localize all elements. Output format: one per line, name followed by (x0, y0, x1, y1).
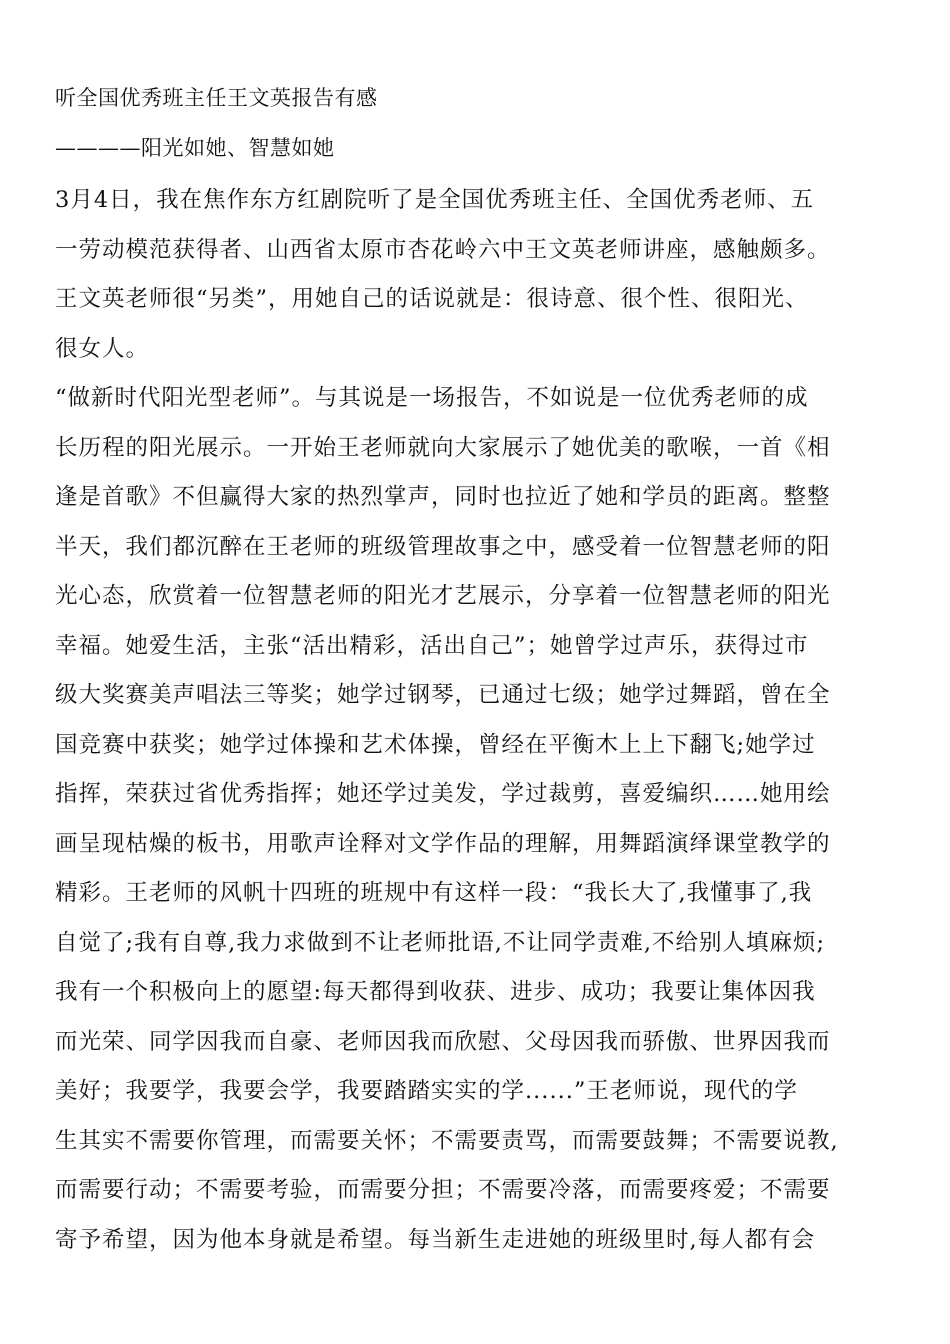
body-line: 长历程的阳光展示。一开始王老师就向大家展示了她优美的歌喉，一首《相 (55, 434, 831, 461)
body-line: 一劳动模范获得者、山西省太原市杏花岭六中王文英老师讲座，感触颇多。 (55, 236, 831, 263)
body-line: 级大奖赛美声唱法三等奖；她学过钢琴，已通过七级；她学过舞蹈，曾在全 (55, 682, 831, 708)
body-line: 光心态，欣赏着一位智慧老师的阳光才艺展示，分享着一位智慧老师的阳光 (55, 583, 831, 609)
body-line: 很女人。 (55, 335, 150, 362)
body-line: 精彩。王老师的风帆十四班的班规中有这样一段：“我长大了,我懂事了,我 (55, 880, 813, 906)
body-line: 画呈现枯燥的板书，用歌声诠释对文学作品的理解，用舞蹈演绎课堂教学的 (55, 830, 831, 857)
body-line: 幸福。她爱生活，主张“活出精彩，活出自己”；她曾学过声乐，获得过市 (55, 632, 809, 659)
document-title: 听全国优秀班主任王文英报告有感 (55, 86, 378, 110)
body-line: 而需要行动；不需要考验，而需要分担；不需要冷落，而需要疼爱；不需要 (55, 1177, 831, 1203)
body-line: 寄予希望，因为他本身就是希望。每当新生走进她的班级里时,每人都有会 (55, 1226, 816, 1253)
body-line: 自觉了;我有自尊,我力求做到不让老师批语,不让同学责难,不给别人填麻烦; (55, 929, 826, 956)
body-line: 3月4日，我在焦作东方红剧院听了是全国优秀班主任、全国优秀老师、五 (55, 187, 815, 213)
body-line: 我有一个积极向上的愿望:每天都得到收获、进步、成功；我要让集体因我 (55, 979, 816, 1005)
body-line: 指挥，荣获过省优秀指挥；她还学过美发，学过裁剪，喜爱编织……她用绘 (55, 781, 831, 807)
document-body (55, 180, 915, 1269)
body-line: “做新时代阳光型老师”。与其说是一场报告，不如说是一位优秀老师的成 (55, 385, 809, 411)
body-line: 逢是首歌》不但赢得大家的热烈掌声，同时也拉近了她和学员的距离。整整 (55, 484, 831, 510)
body-line: 美好；我要学，我要会学，我要踏踏实实的学......”王老师说，现代的学 (55, 1078, 798, 1104)
body-line: 生其实不需要你管理，而需要关怀；不需要责骂，而需要鼓舞；不需要说教, (55, 1127, 839, 1154)
document-subtitle: ————阳光如她、智慧如她 (55, 136, 335, 160)
body-line: 而光荣、同学因我而自豪、老师因我而欣慰、父母因我而骄傲、世界因我而 (55, 1028, 831, 1055)
body-line: 半天，我们都沉醉在王老师的班级管理故事之中，感受着一位智慧老师的阳 (55, 533, 831, 560)
body-line: 王文英老师很“另类”，用她自己的话说就是：很诗意、很个性、很阳光、 (55, 286, 809, 312)
body-line: 国竞赛中获奖；她学过体操和艺术体操，曾经在平衡木上上下翻飞;她学过 (55, 731, 816, 758)
